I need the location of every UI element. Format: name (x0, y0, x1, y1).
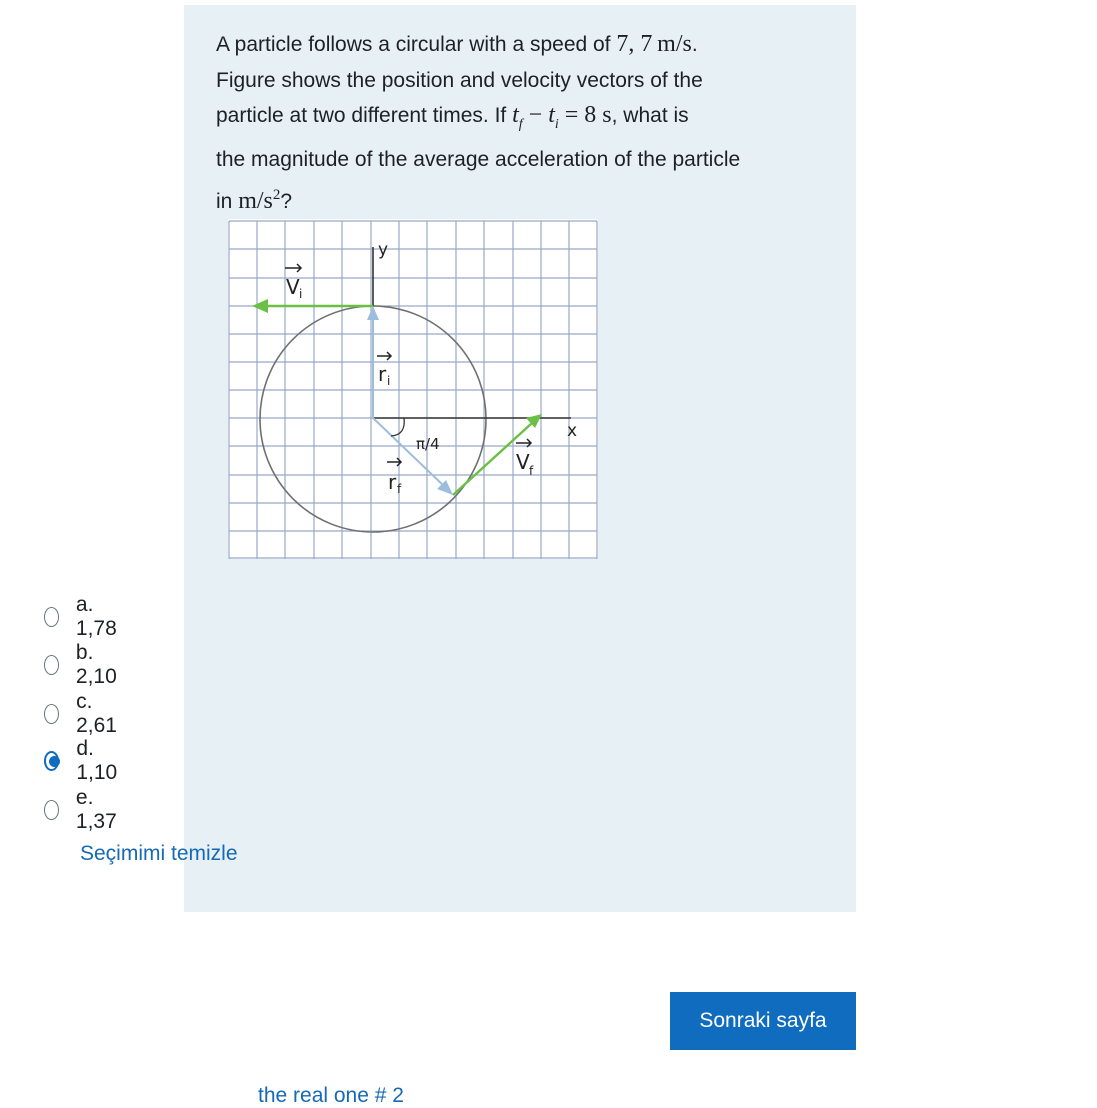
accel-unit-exponent: 2 (272, 186, 281, 203)
svg-text:r: r (378, 362, 387, 386)
option-c-label: c. 2,61 (76, 690, 117, 737)
question-text-fragment: particle at two different times. If (216, 104, 513, 127)
option-b[interactable] (44, 641, 122, 688)
figure-background (228, 219, 598, 559)
option-e[interactable] (44, 786, 122, 833)
question-text-fragment: A particle follows a circular with a speed of (216, 33, 617, 56)
question-line-5 (216, 178, 836, 220)
option-b-label: b. 2,10 (75, 641, 117, 688)
question-line-4: the magnitude of the average acceleration of the particle (216, 148, 741, 172)
svg-text:V: V (286, 275, 300, 299)
svg-text:V: V (516, 450, 530, 474)
radio-option-a[interactable] (44, 607, 59, 627)
y-axis-label: y (378, 240, 389, 260)
radio-option-e[interactable] (44, 800, 59, 820)
option-e-label: e. 1,37 (75, 786, 117, 833)
option-c[interactable] (44, 690, 122, 737)
accel-unit-base: m/s (238, 187, 273, 214)
svg-text:i: i (387, 374, 391, 388)
svg-text:f: f (529, 464, 534, 478)
question-text-fragment: ? (280, 189, 293, 213)
option-d-label: d. 1,10 (76, 737, 118, 784)
speed-value (616, 31, 692, 57)
svg-text:f: f (397, 482, 402, 496)
time-value: = 8 s (558, 102, 612, 128)
time-expression (512, 102, 612, 132)
svg-text:i: i (299, 287, 303, 301)
clear-choice-link[interactable]: Seçimimi temizle (80, 842, 238, 865)
option-a-label: a. 1,78 (75, 593, 117, 640)
question-text-fragment: in (216, 189, 239, 213)
question-line-1 (216, 27, 836, 63)
t-final-sub: f (518, 116, 523, 132)
accel-unit (238, 188, 280, 214)
minus: − (522, 102, 549, 128)
t-initial: t (548, 102, 555, 128)
question-text-fragment: . (691, 33, 698, 56)
x-axis-label: x (567, 421, 578, 441)
radio-option-b[interactable] (44, 655, 59, 675)
speed-unit: m/s (657, 31, 692, 57)
angle-label: π/4 (416, 435, 440, 453)
question-line-3 (216, 98, 836, 142)
option-d[interactable] (44, 737, 122, 784)
question-text-fragment: , what is (611, 104, 689, 127)
question-line-2: Figure shows the position and velocity vectors of the (216, 68, 703, 92)
radio-option-d[interactable] (44, 751, 59, 771)
question-text (216, 27, 836, 219)
speed-number: 7, 7 (616, 31, 653, 57)
option-a[interactable] (44, 593, 122, 640)
radio-option-c[interactable] (44, 704, 59, 724)
t-initial-sub: i (554, 116, 559, 132)
question-panel (184, 5, 856, 912)
circular-motion-figure (228, 219, 598, 559)
svg-text:r: r (388, 470, 397, 494)
next-quiz-link[interactable]: the real one # 2 (258, 1084, 404, 1107)
t-final: t (512, 102, 519, 128)
next-page-button[interactable]: Sonraki sayfa (670, 992, 856, 1050)
